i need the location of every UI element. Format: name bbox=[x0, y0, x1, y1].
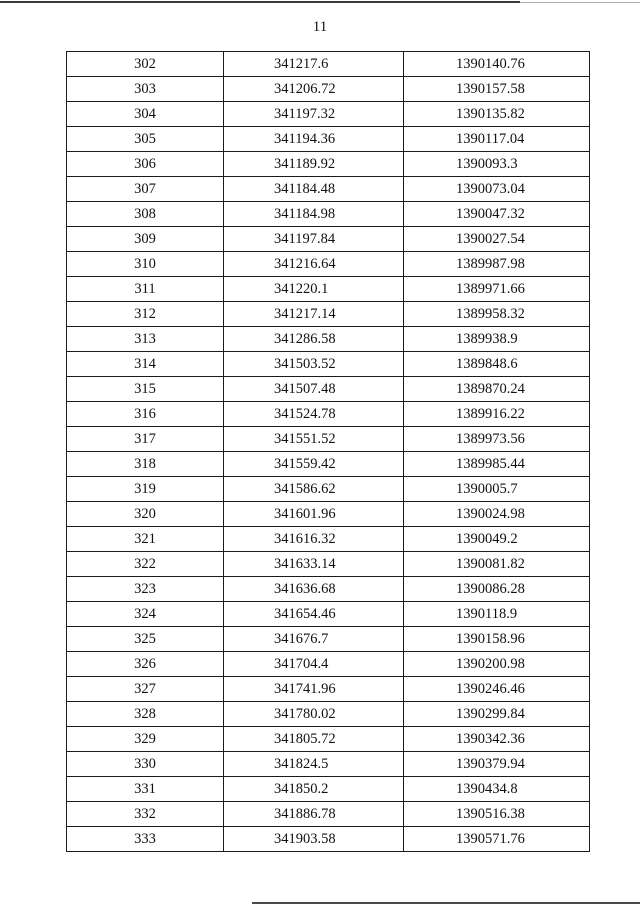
point-number-cell: 317 bbox=[67, 427, 224, 452]
y-coordinate-cell: 1390200.98 bbox=[404, 652, 590, 677]
table-row bbox=[67, 202, 590, 227]
point-number-cell: 319 bbox=[67, 477, 224, 502]
table-row bbox=[67, 127, 590, 152]
y-coordinate-cell: 1389848.6 bbox=[404, 352, 590, 377]
table-row bbox=[67, 477, 590, 502]
table-row bbox=[67, 427, 590, 452]
y-coordinate-cell: 1390024.98 bbox=[404, 502, 590, 527]
point-number-cell: 331 bbox=[67, 777, 224, 802]
table-row bbox=[67, 227, 590, 252]
x-coordinate-cell: 341633.14 bbox=[224, 552, 404, 577]
point-number-cell: 321 bbox=[67, 527, 224, 552]
page-number: 11 bbox=[312, 19, 328, 35]
table-row bbox=[67, 302, 590, 327]
table-row bbox=[67, 452, 590, 477]
point-number-cell: 322 bbox=[67, 552, 224, 577]
point-number-cell: 316 bbox=[67, 402, 224, 427]
y-coordinate-cell: 1389916.22 bbox=[404, 402, 590, 427]
table-row bbox=[67, 402, 590, 427]
table-row bbox=[67, 677, 590, 702]
x-coordinate-cell: 341676.7 bbox=[224, 627, 404, 652]
x-coordinate-cell: 341559.42 bbox=[224, 452, 404, 477]
x-coordinate-cell: 341551.52 bbox=[224, 427, 404, 452]
y-coordinate-cell: 1389938.9 bbox=[404, 327, 590, 352]
point-number-cell: 332 bbox=[67, 802, 224, 827]
table-row bbox=[67, 52, 590, 77]
x-coordinate-cell: 341524.78 bbox=[224, 402, 404, 427]
x-coordinate-cell: 341741.96 bbox=[224, 677, 404, 702]
point-number-cell: 302 bbox=[67, 52, 224, 77]
table-row bbox=[67, 552, 590, 577]
y-coordinate-cell: 1390081.82 bbox=[404, 552, 590, 577]
point-number-cell: 325 bbox=[67, 627, 224, 652]
coordinates-table bbox=[66, 51, 590, 852]
y-coordinate-cell: 1390516.38 bbox=[404, 802, 590, 827]
x-coordinate-cell: 341780.02 bbox=[224, 702, 404, 727]
table-row bbox=[67, 702, 590, 727]
point-number-cell: 311 bbox=[67, 277, 224, 302]
table-row bbox=[67, 527, 590, 552]
x-coordinate-cell: 341197.84 bbox=[224, 227, 404, 252]
x-coordinate-cell: 341704.4 bbox=[224, 652, 404, 677]
x-coordinate-cell: 341654.46 bbox=[224, 602, 404, 627]
x-coordinate-cell: 341216.64 bbox=[224, 252, 404, 277]
point-number-cell: 315 bbox=[67, 377, 224, 402]
y-coordinate-cell: 1390571.76 bbox=[404, 827, 590, 852]
top-border-line-faint bbox=[520, 2, 640, 3]
x-coordinate-cell: 341217.14 bbox=[224, 302, 404, 327]
table-row bbox=[67, 502, 590, 527]
x-coordinate-cell: 341189.92 bbox=[224, 152, 404, 177]
point-number-cell: 305 bbox=[67, 127, 224, 152]
point-number-cell: 323 bbox=[67, 577, 224, 602]
table-row bbox=[67, 802, 590, 827]
x-coordinate-cell: 341886.78 bbox=[224, 802, 404, 827]
x-coordinate-cell: 341184.48 bbox=[224, 177, 404, 202]
y-coordinate-cell: 1390027.54 bbox=[404, 227, 590, 252]
y-coordinate-cell: 1390342.36 bbox=[404, 727, 590, 752]
y-coordinate-cell: 1390086.28 bbox=[404, 577, 590, 602]
y-coordinate-cell: 1390073.04 bbox=[404, 177, 590, 202]
y-coordinate-cell: 1389985.44 bbox=[404, 452, 590, 477]
x-coordinate-cell: 341507.48 bbox=[224, 377, 404, 402]
x-coordinate-cell: 341503.52 bbox=[224, 352, 404, 377]
x-coordinate-cell: 341903.58 bbox=[224, 827, 404, 852]
point-number-cell: 307 bbox=[67, 177, 224, 202]
y-coordinate-cell: 1389973.56 bbox=[404, 427, 590, 452]
x-coordinate-cell: 341197.32 bbox=[224, 102, 404, 127]
x-coordinate-cell: 341824.5 bbox=[224, 752, 404, 777]
y-coordinate-cell: 1390135.82 bbox=[404, 102, 590, 127]
y-coordinate-cell: 1390379.94 bbox=[404, 752, 590, 777]
x-coordinate-cell: 341220.1 bbox=[224, 277, 404, 302]
table-row bbox=[67, 727, 590, 752]
y-coordinate-cell: 1389958.32 bbox=[404, 302, 590, 327]
y-coordinate-cell: 1390049.2 bbox=[404, 527, 590, 552]
y-coordinate-cell: 1390047.32 bbox=[404, 202, 590, 227]
y-coordinate-cell: 1390118.9 bbox=[404, 602, 590, 627]
table-row bbox=[67, 177, 590, 202]
point-number-cell: 304 bbox=[67, 102, 224, 127]
table-row bbox=[67, 602, 590, 627]
table-row bbox=[67, 827, 590, 852]
x-coordinate-cell: 341194.36 bbox=[224, 127, 404, 152]
y-coordinate-cell: 1390157.58 bbox=[404, 77, 590, 102]
point-number-cell: 308 bbox=[67, 202, 224, 227]
table-row bbox=[67, 327, 590, 352]
table-row bbox=[67, 777, 590, 802]
table-row bbox=[67, 352, 590, 377]
y-coordinate-cell: 1390299.84 bbox=[404, 702, 590, 727]
bottom-border-line bbox=[252, 902, 640, 904]
y-coordinate-cell: 1390140.76 bbox=[404, 52, 590, 77]
y-coordinate-cell: 1390093.3 bbox=[404, 152, 590, 177]
point-number-cell: 330 bbox=[67, 752, 224, 777]
y-coordinate-cell: 1390246.46 bbox=[404, 677, 590, 702]
top-border-line bbox=[0, 1, 520, 3]
table-row bbox=[67, 627, 590, 652]
point-number-cell: 313 bbox=[67, 327, 224, 352]
x-coordinate-cell: 341286.58 bbox=[224, 327, 404, 352]
point-number-cell: 326 bbox=[67, 652, 224, 677]
table-row bbox=[67, 102, 590, 127]
point-number-cell: 328 bbox=[67, 702, 224, 727]
y-coordinate-cell: 1390005.7 bbox=[404, 477, 590, 502]
x-coordinate-cell: 341616.32 bbox=[224, 527, 404, 552]
point-number-cell: 306 bbox=[67, 152, 224, 177]
x-coordinate-cell: 341805.72 bbox=[224, 727, 404, 752]
point-number-cell: 312 bbox=[67, 302, 224, 327]
table-row bbox=[67, 652, 590, 677]
table-row bbox=[67, 377, 590, 402]
y-coordinate-cell: 1389987.98 bbox=[404, 252, 590, 277]
point-number-cell: 320 bbox=[67, 502, 224, 527]
x-coordinate-cell: 341601.96 bbox=[224, 502, 404, 527]
y-coordinate-cell: 1389971.66 bbox=[404, 277, 590, 302]
point-number-cell: 333 bbox=[67, 827, 224, 852]
x-coordinate-cell: 341586.62 bbox=[224, 477, 404, 502]
coordinates-table-body bbox=[67, 52, 590, 852]
point-number-cell: 314 bbox=[67, 352, 224, 377]
point-number-cell: 318 bbox=[67, 452, 224, 477]
y-coordinate-cell: 1389870.24 bbox=[404, 377, 590, 402]
point-number-cell: 310 bbox=[67, 252, 224, 277]
table-row bbox=[67, 277, 590, 302]
point-number-cell: 324 bbox=[67, 602, 224, 627]
y-coordinate-cell: 1390158.96 bbox=[404, 627, 590, 652]
y-coordinate-cell: 1390434.8 bbox=[404, 777, 590, 802]
point-number-cell: 329 bbox=[67, 727, 224, 752]
point-number-cell: 327 bbox=[67, 677, 224, 702]
point-number-cell: 309 bbox=[67, 227, 224, 252]
table-row bbox=[67, 752, 590, 777]
table-row bbox=[67, 77, 590, 102]
table-row bbox=[67, 252, 590, 277]
y-coordinate-cell: 1390117.04 bbox=[404, 127, 590, 152]
table-row bbox=[67, 152, 590, 177]
table-row bbox=[67, 577, 590, 602]
x-coordinate-cell: 341217.6 bbox=[224, 52, 404, 77]
point-number-cell: 303 bbox=[67, 77, 224, 102]
x-coordinate-cell: 341206.72 bbox=[224, 77, 404, 102]
x-coordinate-cell: 341850.2 bbox=[224, 777, 404, 802]
x-coordinate-cell: 341636.68 bbox=[224, 577, 404, 602]
x-coordinate-cell: 341184.98 bbox=[224, 202, 404, 227]
